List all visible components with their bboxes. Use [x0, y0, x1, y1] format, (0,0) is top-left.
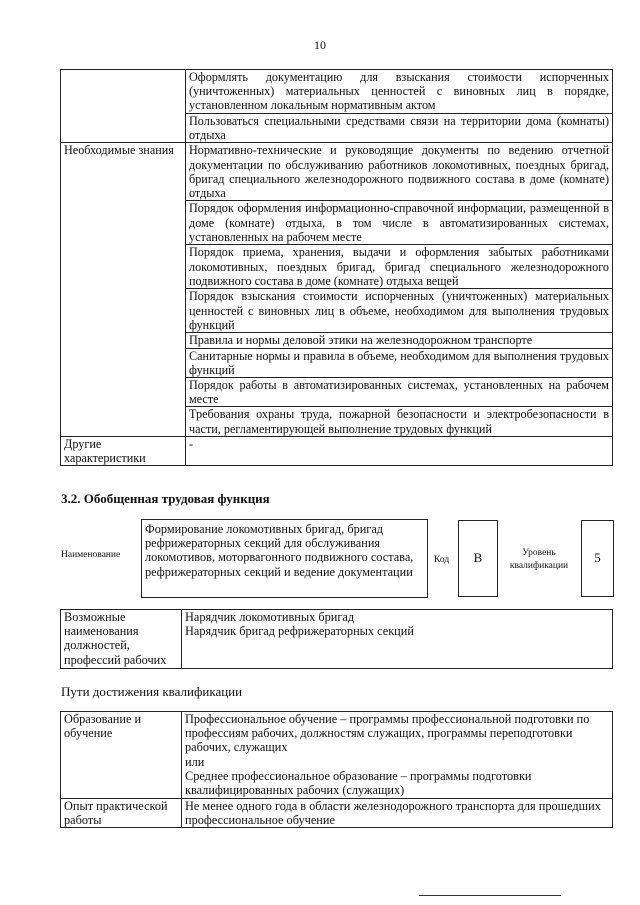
knowledge-item: Порядок оформления информационно-справочной информации, размещенной в доме (комнате) отдыха, в том числе в автоматизированных системах, установленных на рабочем месте [186, 201, 613, 245]
positions-values [182, 610, 613, 669]
position-item: Нарядчик локомотивных бригад [185, 610, 355, 624]
page-number: 10 [314, 38, 326, 52]
knowledge-item: Правила и нормы деловой этики на железнодорожном транспорте [186, 333, 613, 348]
knowledge-item: Требования охраны труда, пожарной безопасности и электробезопасности в части, регламентирующей выполнение трудовых функций [186, 407, 613, 436]
table-row [61, 143, 613, 201]
other-item: - [186, 436, 613, 465]
education-line: Среднее профессиональное образование – программы подготовки квалифицированных рабочих (служащих) [185, 768, 532, 798]
function-name-box: Формирование локомотивных бригад, бригад рефрижераторных секций для обслуживания локомотивов, моторвагонного подвижного состава, рефрижераторных секций и ведение документации [141, 519, 428, 598]
table-row [61, 436, 613, 465]
row-label-other: Другие характеристики [61, 436, 186, 465]
level-value-box: 5 [581, 520, 614, 597]
education-line: или [185, 754, 205, 769]
code-value-box: B [458, 520, 498, 597]
section-title: 3.2. Обобщенная трудовая функция [61, 491, 270, 506]
qualification-table [60, 711, 613, 828]
knowledge-item: Порядок взыскания стоимости испорченных (уничтоженных) материальных ценностей с виновных лиц в объеме, необходимом для выполнения трудовых функций [186, 289, 613, 333]
paths-title: Пути достижения квалификации [61, 684, 243, 699]
knowledge-item: Порядок приема, хранения, выдачи и оформления забытых работниками локомотивных, поездных бригад, бригад специального железнодорожного подвижного состава в доме (комнате) отдыха вещей [186, 245, 613, 289]
table-row [61, 70, 613, 114]
knowledge-item: Санитарные нормы и правила в объеме, необходимом для выполнения трудовых функций [186, 348, 613, 377]
knowledge-item: Порядок работы в автоматизированных системах, установленных на рабочем месте [186, 378, 613, 407]
name-label: Наименование [61, 550, 121, 560]
skill-item: Оформлять документацию для взыскания стоимости испорченных (уничтоженных) материальных ценностей с виновных лиц в порядке, установленном локальным нормативным актом [186, 70, 613, 114]
row-label [61, 70, 186, 143]
table-row [61, 799, 613, 828]
knowledge-item: Нормативно-технические и руководящие документы по ведению отчетной документации по обслуживанию работников локомотивных, поездных бригад, бригад специального железнодорожного подвижного состава в доме (комнате) отдыха [186, 143, 613, 201]
position-item: Нарядчик бригад рефрижераторных секций [185, 624, 414, 639]
code-label: Код [434, 555, 450, 565]
positions-table [60, 609, 613, 669]
table-row [61, 712, 613, 799]
skills-knowledge-table [60, 69, 613, 466]
education-value [182, 712, 613, 799]
skill-item: Пользоваться специальными средствами связи на территории дома (комнаты) отдыха [186, 114, 613, 143]
table-row [61, 610, 613, 669]
education-line: Профессиональное обучение – программы профессиональной подготовки по профессиям рабочих, должностям служащих, программы переподготовки рабочих, служащих [185, 712, 590, 755]
experience-value: Не менее одного года в области железнодорожного транспорта для прошедших профессиональное обучение [182, 799, 613, 828]
education-label: Образование и обучение [61, 712, 182, 799]
footer-rule [419, 895, 561, 896]
experience-label: Опыт практической работы [61, 799, 182, 828]
positions-label: Возможные наименования должностей, профессий рабочих [61, 610, 182, 669]
row-label-knowledge: Необходимые знания [61, 143, 186, 436]
level-label: Уровень квалификации [509, 548, 569, 571]
